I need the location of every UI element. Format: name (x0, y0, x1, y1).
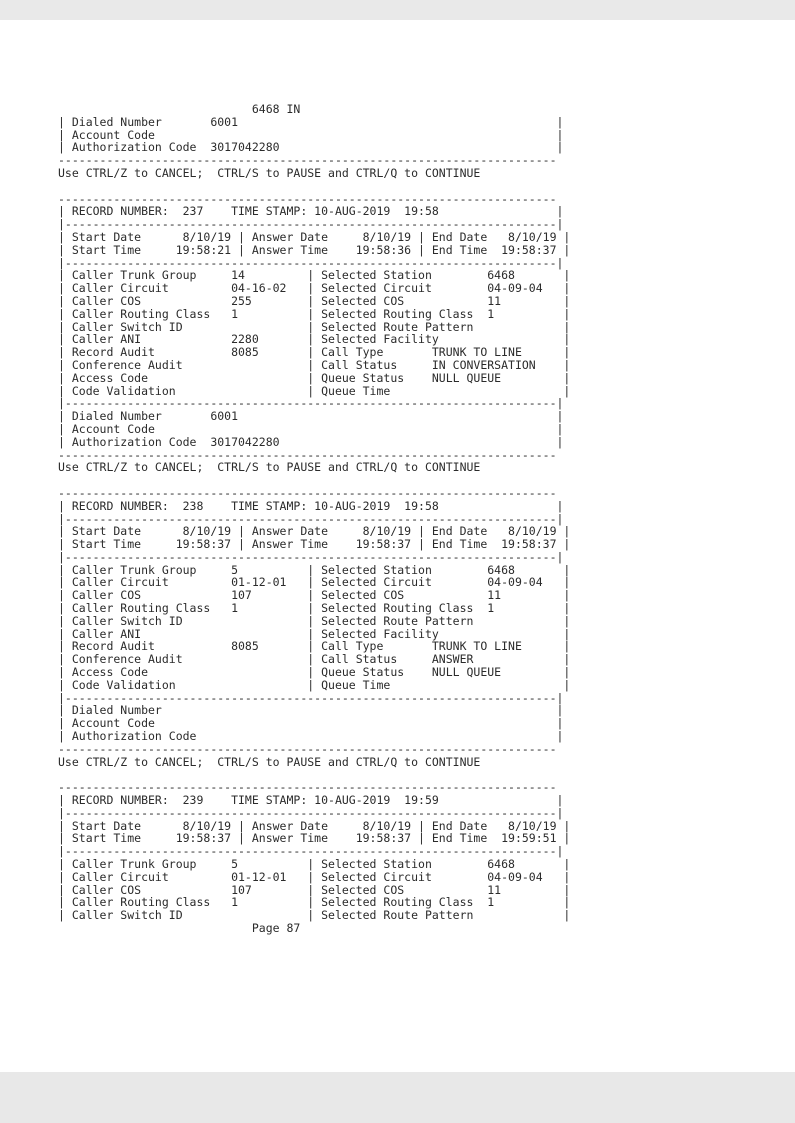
printout-line: | Caller Trunk Group 14 | Selected Station 6468 | (58, 268, 571, 283)
printout-line: | Caller Routing Class 1 | Selected Routing Class 1 | (58, 601, 571, 616)
printout-line: 6468 IN (58, 102, 301, 116)
printout-line: | Caller Circuit 04-16-02 | Selected Circuit 04-09-04 | (58, 281, 571, 296)
printout-line: | Account Code | (58, 127, 564, 142)
printout-line: Use CTRL/Z to CANCEL; CTRL/S to PAUSE and CTRL/Q to CONTINUE (58, 754, 481, 769)
printout-line: | Caller Routing Class 1 | Selected Routing Class 1 | (58, 306, 571, 321)
printout-line: | Access Code | Queue Status NULL QUEUE | (58, 665, 571, 680)
printout-line: | Conference Audit | Call Status IN CONVERSATION | (58, 357, 571, 372)
printout-line: ------------------------------------------------------------------------ (58, 447, 557, 462)
printout-line: | Conference Audit | Call Status ANSWER | (58, 652, 571, 667)
printout-line: | Caller COS 255 | Selected COS 11 | (58, 293, 571, 308)
printout-line: | Caller Trunk Group 5 | Selected Station 6468 | (58, 562, 571, 577)
printout-line: | Start Date 8/10/19 | Answer Date 8/10/19 | End Date 8/10/19 | (58, 818, 571, 833)
printout-line: | Caller Circuit 01-12-01 | Selected Circuit 04-09-04 | (58, 869, 571, 884)
printout-line: | Account Code | (58, 421, 564, 436)
printout-line (58, 180, 570, 193)
printout-line: Use CTRL/Z to CANCEL; CTRL/S to PAUSE and CTRL/Q to CONTINUE (58, 460, 481, 475)
printout-line: | Dialed Number 6001 | (58, 409, 564, 424)
printout-line: | Code Validation | Queue Time | (58, 677, 571, 692)
printout-line: ------------------------------------------------------------------------ (58, 780, 557, 795)
printout-line: | RECORD NUMBER: 237 TIME STAMP: 10-AUG-2019 19:58 | (58, 204, 564, 219)
printout-line: | Dialed Number | (58, 703, 564, 718)
printout-line: | Caller Trunk Group 5 | Selected Station 6468 | (58, 857, 571, 872)
printout-line: Use CTRL/Z to CANCEL; CTRL/S to PAUSE and CTRL/Q to CONTINUE (58, 165, 481, 180)
printout-line: | Start Time 19:58:37 | Answer Time 19:58:37 | End Time 19:58:37 | (58, 537, 571, 552)
printout-line: | Code Validation | Queue Time | (58, 383, 571, 398)
printout-line: |-----------------------------------------------------------------------| (58, 511, 564, 526)
printout-line: | Start Date 8/10/19 | Answer Date 8/10/19 | End Date 8/10/19 | (58, 524, 571, 539)
printout-line: | Caller Switch ID | Selected Route Pattern | (58, 908, 571, 923)
printout-line: | Caller Switch ID | Selected Route Pattern | (58, 613, 571, 628)
printout-line: | Start Date 8/10/19 | Answer Date 8/10/19 | End Date 8/10/19 | (58, 229, 571, 244)
printout-line: | Caller Circuit 01-12-01 | Selected Circuit 04-09-04 | (58, 575, 571, 590)
printout-line: | Record Audit 8085 | Call Type TRUNK TO LINE | (58, 639, 571, 654)
printout-line: ------------------------------------------------------------------------ (58, 191, 557, 206)
scan-bottom-edge (0, 1072, 795, 1123)
printout-line: | RECORD NUMBER: 238 TIME STAMP: 10-AUG-2019 19:58 | (58, 498, 564, 513)
printout-line: | Caller COS 107 | Selected COS 11 | (58, 882, 571, 897)
printout-line: |-----------------------------------------------------------------------| (58, 690, 564, 705)
printout-line: | Authorization Code 3017042280 | (58, 140, 564, 155)
printout-line: | Start Time 19:58:21 | Answer Time 19:58:36 | End Time 19:58:37 | (58, 242, 571, 257)
printout-line: | Start Time 19:58:37 | Answer Time 19:58:37 | End Time 19:59:51 | (58, 831, 571, 846)
printout-line: |-----------------------------------------------------------------------| (58, 549, 564, 564)
scan-top-edge (0, 0, 795, 20)
printout-line: | Caller ANI 2280 | Selected Facility | (58, 332, 571, 347)
printout-line: | Access Code | Queue Status NULL QUEUE | (58, 370, 571, 385)
printout-line: |-----------------------------------------------------------------------| (58, 844, 564, 859)
printout-line: |-----------------------------------------------------------------------| (58, 805, 564, 820)
printout-line: | RECORD NUMBER: 239 TIME STAMP: 10-AUG-2019 19:59 | (58, 793, 564, 808)
printout-line: | Record Audit 8085 | Call Type TRUNK TO LINE | (58, 345, 571, 360)
printout-line: Page 87 (58, 921, 301, 935)
printout-line: | Account Code | (58, 716, 564, 731)
printout-line (58, 474, 570, 487)
printout-line: |-----------------------------------------------------------------------| (58, 217, 564, 232)
printout-line: | Dialed Number 6001 | (58, 114, 564, 129)
printout-line: | Caller COS 107 | Selected COS 11 | (58, 588, 571, 603)
printout-line: | Caller ANI | Selected Facility | (58, 626, 571, 641)
printout-line: |-----------------------------------------------------------------------| (58, 396, 564, 411)
printout-line: | Caller Routing Class 1 | Selected Routing Class 1 | (58, 895, 571, 910)
printout-line: ------------------------------------------------------------------------ (58, 485, 557, 500)
printout-line: | Authorization Code | (58, 729, 564, 744)
call-record-printout (58, 103, 570, 935)
printout-line: ------------------------------------------------------------------------ (58, 741, 557, 756)
printout-line: |-----------------------------------------------------------------------| (58, 255, 564, 270)
printout-line: | Authorization Code 3017042280 | (58, 434, 564, 449)
printout-line: | Caller Switch ID | Selected Route Pattern | (58, 319, 571, 334)
printout-line: ------------------------------------------------------------------------ (58, 153, 557, 168)
